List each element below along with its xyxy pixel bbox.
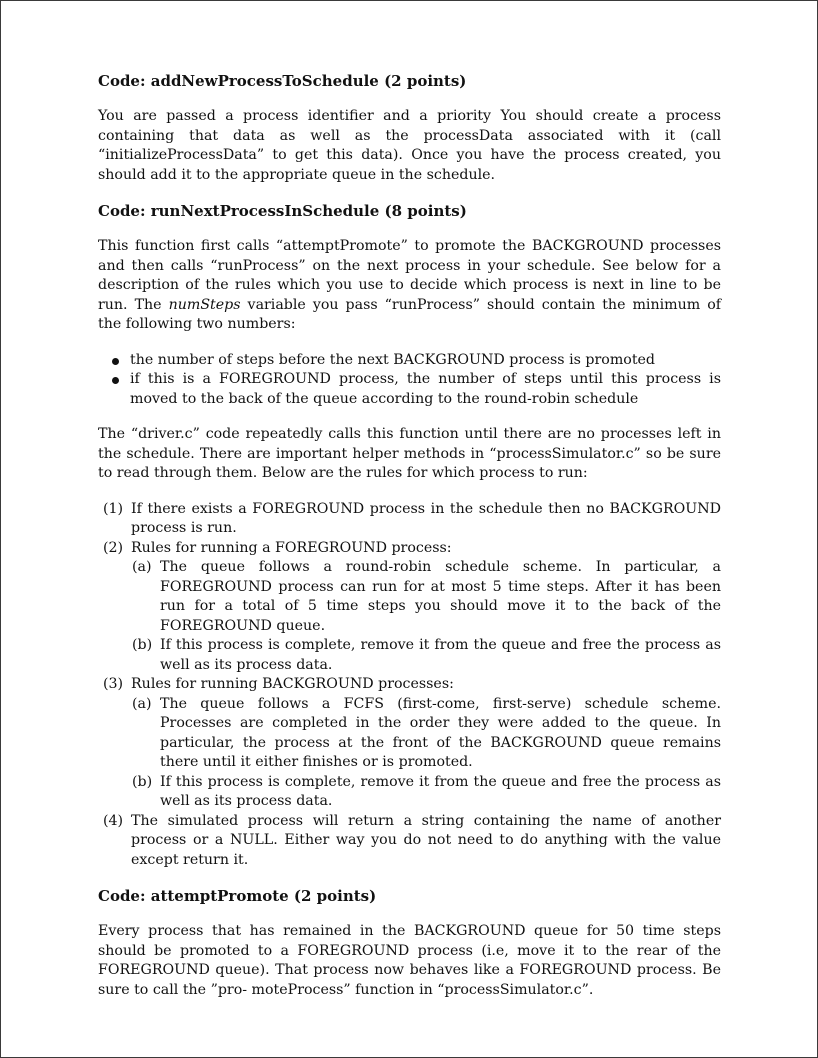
rule-item [103,539,721,676]
bullet-item: the number of steps before the next BACKGROUND process is promoted [130,351,721,371]
heading-run-next-process: Code: runNextProcessInSchedule (8 points) [98,202,467,220]
subrule-item [132,695,721,773]
subrule-letter: (a) [132,559,152,575]
subrule-text: If this process is complete, remove it from the queue and free the process as well as its process data. [160,773,721,809]
heading-attempt-promote: Code: attemptPromote (2 points) [98,887,377,905]
subrule-text: The queue follows a FCFS (first-come, first-serve) schedule scheme. Processes are completed in the order they were added to the queue. In particular, the process at the front of the BACKGROUND queue remains there until it either finishes or is promoted. [160,695,721,770]
min-steps-list [98,351,721,410]
rule-text: Rules for running a FOREGROUND process: [131,539,452,556]
run-intro-after: variable you pass “runProcess” should contain the minimum of the following two numbers: [98,296,721,332]
rule-number: (3) [103,676,124,692]
page-content [98,71,721,1016]
subrule-item [132,558,721,636]
paragraph-add-new-process: You are passed a process identifier and a priority You should create a process containing that data as well as the processData associated with it (call “initializeProcessData” to get this data). Once you have the process created, you should add it to the appropriate queue in the schedule. [98,108,721,183]
rule-number: (1) [103,500,124,517]
rules-list [98,500,721,871]
paragraph-driver: The “driver.c” code repeatedly calls this function until there are no processes left in the schedule. There are important helper methods in “processSimulator.c” so be sure to read through them. Below are the rules for which process to run: [98,426,721,481]
run-intro-before: This function first calls “attemptPromote” to promote the BACKGROUND processes and then calls “runProcess” on the next process in your schedule. See below for a description of the rules which you use to decide which process is next in line to be run. The [98,238,721,313]
rule-item [103,500,721,539]
background-subrules [131,695,721,812]
rule-text: If there exists a FOREGROUND process in the schedule then no BACKGROUND process is run. [131,500,721,536]
subrule-text: The queue follows a round-robin schedule scheme. In particular, a FOREGROUND process can run for at most 5 time steps. After it has been run for a total of 5 time steps you should move it to the back of the FOREGROUND queue. [160,559,721,634]
bullet-item: if this is a FOREGROUND process, the number of steps until this process is moved to the back of the queue according to the round-robin schedule [130,370,721,409]
rule-number: (2) [103,539,124,556]
subrule-letter: (b) [132,637,153,653]
subrule-text: If this process is complete, remove it from the queue and free the process as well as its process data. [160,637,721,673]
rule-text: The simulated process will return a string containing the name of another process or a NULL. Either way you do not need to do anything with the value except return it. [131,812,721,868]
subrule-letter: (b) [132,773,153,790]
rule-number: (4) [103,812,124,829]
subrule-letter: (a) [132,695,152,712]
subrule-item [132,636,721,675]
subrule-item [132,773,721,812]
rule-text: Rules for running BACKGROUND processes: [131,676,454,692]
heading-add-new-process: Code: addNewProcessToSchedule (2 points) [98,72,467,90]
numsteps-emphasis: numSteps [168,296,241,313]
foreground-subrules [131,558,721,675]
paragraph-attempt-promote: Every process that has remained in the BACKGROUND queue for 50 time steps should be promoted to a FOREGROUND process (i.e, move it to the rear of the FOREGROUND queue). That process now behaves like a FOREGROUND process. Be sure to call the ”pro- moteProcess” function in “processSimulator.c”. [98,923,721,998]
rule-item [103,675,721,812]
paragraph-run-intro [98,237,721,335]
rule-item [103,812,721,871]
